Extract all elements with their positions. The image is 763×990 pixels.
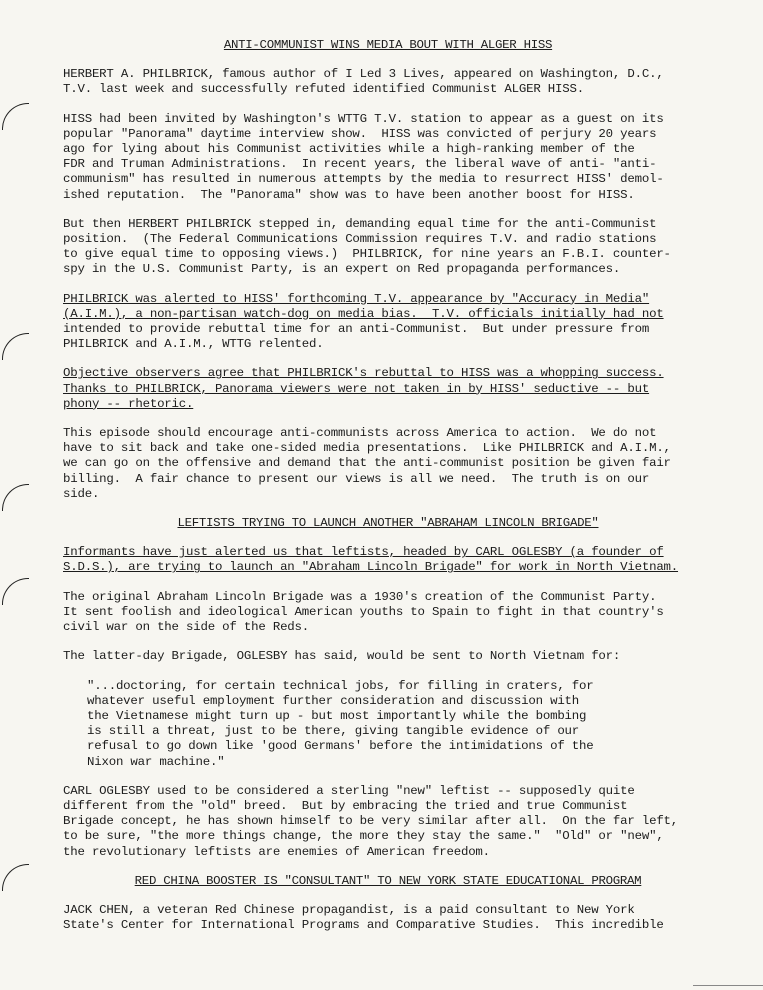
- text-line: intended to provide rebuttal time for an anti-Communist. But under pressure from: [63, 322, 650, 337]
- text-line: to be sure, "the more things change, the more they stay the same." "Old" or "new",: [63, 829, 664, 844]
- text-line: civil war on the side of the Reds.: [63, 620, 310, 635]
- paragraph-4: [63, 292, 713, 353]
- quote-line: the Vietnamese might turn up - but most importantly while the bombing: [87, 708, 587, 723]
- paragraph-8: [63, 590, 713, 636]
- text-line: PHILBRICK and A.I.M., WTTG relented.: [63, 337, 324, 352]
- paragraph-9: [63, 649, 713, 664]
- text-line: HERBERT A. PHILBRICK, famous author of I Led 3 Lives, appeared on Washington, D.C.,: [63, 67, 664, 82]
- headline-lincoln-brigade: LEFTISTS TRYING TO LAUNCH ANOTHER "ABRAHAM LINCOLN BRIGADE": [177, 516, 599, 531]
- quote-line: refusal to go down like 'good Germans' before the intimidations of the: [87, 739, 594, 754]
- headline-red-china: RED CHINA BOOSTER IS "CONSULTANT" TO NEW YORK STATE EDUCATIONAL PROGRAM: [134, 873, 642, 888]
- text-line: side.: [63, 486, 100, 501]
- text-line: HISS had been invited by Washington's WTTG T.V. station to appear as a guest on its: [63, 111, 664, 126]
- text-line: ished reputation. The "Panorama" show was to have been another boost for HISS.: [63, 187, 635, 202]
- paragraph-1: [63, 67, 713, 97]
- text-line: State's Center for International Programs and Comparative Studies. This incredible: [63, 918, 664, 933]
- margin-bracket-mark: [2, 333, 29, 360]
- paragraph-5: [63, 366, 713, 412]
- text-line: position. (The Federal Communications Commission requires T.V. and radio stations: [63, 232, 657, 247]
- paragraph-2: [63, 112, 713, 203]
- text-line: have to sit back and take one-sided media presentations. Like PHILBRICK and A.I.M.,: [63, 441, 671, 456]
- margin-bracket-mark: [2, 484, 29, 511]
- quote-line: "...doctoring, for certain technical jobs, for filling in craters, for: [87, 678, 594, 693]
- underlined-line: Objective observers agree that PHILBRICK's rebuttal to HISS was a whopping success.: [63, 366, 664, 381]
- oglesby-quote: [87, 679, 713, 770]
- text-line: But then HERBERT PHILBRICK stepped in, demanding equal time for the anti-Communist: [63, 216, 657, 231]
- page-edge-rule: [693, 985, 763, 986]
- underlined-line: S.D.S.), are trying to launch an "Abraham Lincoln Brigade" for work in North Vietnam.: [63, 560, 679, 575]
- underlined-line: PHILBRICK was alerted to HISS' forthcoming T.V. appearance by "Accuracy in Media": [63, 291, 650, 306]
- underlined-line: Thanks to PHILBRICK, Panorama viewers were not taken in by HISS' seductive -- but: [63, 381, 650, 396]
- paragraph-3: [63, 217, 713, 278]
- text-line: billing. A fair chance to present our views is all we need. The truth is on our: [63, 471, 650, 486]
- underlined-line: (A.I.M.), a non-partisan watch-dog on media bias. T.V. officials initially had not: [63, 306, 664, 321]
- text-line: The latter-day Brigade, OGLESBY has said, would be sent to North Vietnam for:: [63, 649, 621, 664]
- quote-line: Nixon war machine.": [87, 754, 225, 769]
- newsletter-page: [63, 38, 713, 947]
- text-line: It sent foolish and ideological American youths to Spain to fight in that country's: [63, 604, 664, 619]
- headline-alger-hiss: ANTI-COMMUNIST WINS MEDIA BOUT WITH ALGER HISS: [223, 38, 553, 52]
- text-line: This episode should encourage anti-communists across America to action. We do not: [63, 426, 657, 441]
- text-line: T.V. last week and successfully refuted identified Communist ALGER HISS.: [63, 82, 584, 97]
- paragraph-10: [63, 784, 713, 860]
- text-line: CARL OGLESBY used to be considered a sterling "new" leftist -- supposedly quite: [63, 783, 635, 798]
- text-line: JACK CHEN, a veteran Red Chinese propagandist, is a paid consultant to New York: [63, 902, 635, 917]
- margin-bracket-mark: [2, 103, 29, 130]
- quote-line: whatever useful employment further consideration and discussion with: [87, 693, 580, 708]
- text-line: FDR and Truman Administrations. In recent years, the liberal wave of anti- "anti-: [63, 157, 657, 172]
- text-line: Brigade concept, he has shown himself to be very similar after all. On the far left,: [63, 814, 679, 829]
- text-line: to give equal time to opposing views.) PHILBRICK, for nine years an F.B.I. counter-: [63, 247, 671, 262]
- margin-bracket-mark: [2, 578, 29, 605]
- paragraph-6: [63, 426, 713, 502]
- text-line: spy in the U.S. Communist Party, is an expert on Red propaganda performances.: [63, 262, 621, 277]
- text-line: different from the "old" breed. But by embracing the tried and true Communist: [63, 798, 628, 813]
- underlined-line: Informants have just alerted us that leftists, headed by CARL OGLESBY (a founder of: [63, 545, 664, 560]
- paragraph-11: [63, 903, 713, 933]
- underlined-line: phony -- rhetoric.: [63, 396, 194, 411]
- text-line: communism" has resulted in numerous attempts by the media to resurrect HISS' demol-: [63, 172, 664, 187]
- text-line: ago for lying about his Communist activities while a high-ranking member of the: [63, 142, 635, 157]
- paragraph-7: [63, 545, 713, 575]
- text-line: we can go on the offensive and demand that the anti-communist position be given fair: [63, 456, 671, 471]
- text-line: The original Abraham Lincoln Brigade was a 1930's creation of the Communist Party.: [63, 589, 657, 604]
- margin-bracket-mark: [2, 864, 29, 891]
- text-line: popular "Panorama" daytime interview show. HISS was convicted of perjury 20 years: [63, 126, 657, 141]
- quote-line: is still a threat, just to be there, giving tangible evidence of our: [87, 724, 580, 739]
- text-line: the revolutionary leftists are enemies of American freedom.: [63, 844, 490, 859]
